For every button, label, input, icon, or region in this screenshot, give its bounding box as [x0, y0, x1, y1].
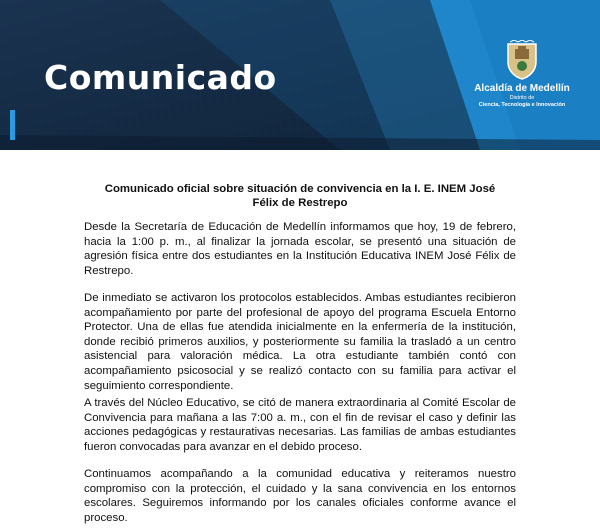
- paragraph-4: Continuamos acompañando a la comunidad educativa y reiteramos nuestro compromiso con la protección, el cuidado y la sana convivencia en los entornos escolares. Seguiremos informando por los canales oficiales conforme avance el proceso.: [84, 468, 516, 524]
- title-line-2: Félix de Restrepo: [252, 197, 348, 209]
- paragraph-3: A través del Núcleo Educativo, se citó de manera extraordinaria al Comité Escolar de Convivencia para mañana a las 7:00 a. m., con el fin de revisar el caso y definir las acciones pedagógicas y restaurativas necesarias. Las familias de ambas estudiantes fueron convocadas para avanzar en el debido proceso.: [84, 397, 516, 453]
- coat-of-arms-icon: [505, 40, 539, 80]
- banner-title: Comunicado: [44, 58, 277, 97]
- paragraph-1: Desde la Secretaría de Educación de Medellín informamos que hoy, 19 de febrero, hacia la 1:00 p. m., al finalizar la jornada escolar, se presentó una situación de agresión física entre dos estudiantes en la Institución Educativa INEM José Félix de Restrepo.: [84, 221, 516, 277]
- title-line-1: Comunicado oficial sobre situación de convivencia en la I. E. INEM José: [104, 183, 496, 195]
- header-banner: [0, 0, 600, 150]
- logo-subtitle-1: Distrito de: [509, 95, 535, 101]
- document-title: [80, 182, 520, 210]
- logo-name: Alcaldía de Medellín: [474, 83, 570, 94]
- logo-subtitle-2: Ciencia, Tecnología e Innovación: [478, 102, 566, 108]
- paragraph-2: De inmediato se activaron los protocolos establecidos. Ambas estudiantes recibieron acompañamiento por parte del profesional de apoyo del programa Escuela Entorno Protector. Una de ellas fue atendida inicialmente en la enfermería de la institución, donde recibió primeros auxilios, y posteriormente su familia la trasladó a un centro asistencial para valoración médica. La otra estudiante también contó con acompañamiento psicosocial y se realizó contacto con su familia para activar el seguimiento correspondiente.: [84, 292, 516, 392]
- city-logo: [462, 40, 582, 109]
